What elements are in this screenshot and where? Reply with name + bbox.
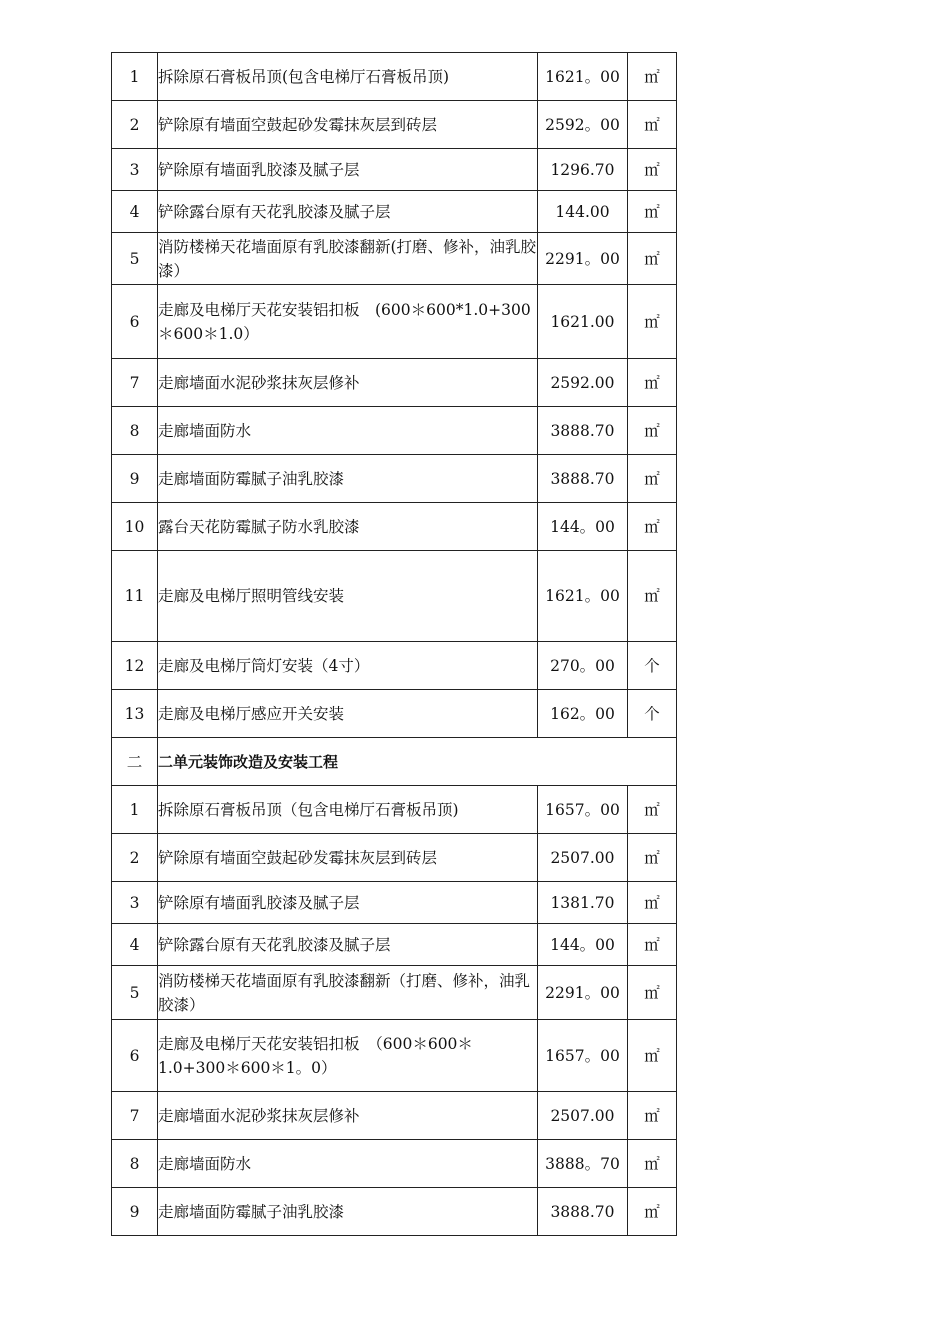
item-number: 9 [112,1188,158,1236]
item-unit: ㎡ [628,407,677,455]
item-unit: ㎡ [628,834,677,882]
item-quantity: 162。00 [538,690,628,738]
item-unit: ㎡ [628,1188,677,1236]
item-description: 铲除露台原有天花乳胶漆及腻子层 [158,191,538,233]
table-row [112,642,677,690]
table-row [112,285,677,359]
item-description: 走廊及电梯厅筒灯安装（4寸） [158,642,538,690]
item-description: 走廊及电梯厅照明管线安装 [158,551,538,642]
item-unit: ㎡ [628,101,677,149]
item-description: 露台天花防霉腻子防水乳胶漆 [158,503,538,551]
item-number: 5 [112,966,158,1020]
item-number: 1 [112,786,158,834]
item-description: 铲除原有墙面乳胶漆及腻子层 [158,882,538,924]
item-quantity: 1621。00 [538,53,628,101]
item-description: 走廊墙面防霉腻子油乳胶漆 [158,1188,538,1236]
table-row [112,966,677,1020]
item-number: 7 [112,359,158,407]
item-number: 6 [112,1020,158,1092]
item-description: 拆除原石膏板吊顶（包含电梯厅石膏板吊顶) [158,786,538,834]
item-unit: ㎡ [628,966,677,1020]
item-quantity: 144.00 [538,191,628,233]
table-row [112,455,677,503]
table-row [112,786,677,834]
table-row [112,834,677,882]
item-unit: ㎡ [628,924,677,966]
item-number: 1 [112,53,158,101]
item-number: 4 [112,191,158,233]
table-row [112,1092,677,1140]
item-unit: ㎡ [628,882,677,924]
item-description: 走廊墙面防水 [158,407,538,455]
item-number: 5 [112,233,158,285]
table-row [112,101,677,149]
item-unit: 个 [628,690,677,738]
item-unit: ㎡ [628,149,677,191]
table-row [112,1020,677,1092]
item-unit: ㎡ [628,551,677,642]
item-description: 走廊墙面水泥砂浆抹灰层修补 [158,359,538,407]
item-number: 7 [112,1092,158,1140]
table-row [112,53,677,101]
item-quantity: 2291。00 [538,233,628,285]
item-number: 8 [112,1140,158,1188]
item-unit: ㎡ [628,359,677,407]
item-number: 6 [112,285,158,359]
item-quantity: 3888。70 [538,1140,628,1188]
table-row [112,407,677,455]
section-number: 二 [112,738,158,786]
item-description: 消防楼梯天花墙面原有乳胶漆翻新（打磨、修补，油乳胶漆） [158,966,538,1020]
item-quantity: 1657。00 [538,1020,628,1092]
item-number: 8 [112,407,158,455]
item-unit: ㎡ [628,1020,677,1092]
item-description: 铲除原有墙面空鼓起砂发霉抹灰层到砖层 [158,101,538,149]
item-number: 9 [112,455,158,503]
item-quantity: 3888.70 [538,407,628,455]
item-description: 走廊及电梯厅感应开关安装 [158,690,538,738]
table-row [112,191,677,233]
item-unit: ㎡ [628,455,677,503]
item-quantity: 1621。00 [538,551,628,642]
item-number: 11 [112,551,158,642]
item-quantity: 3888.70 [538,1188,628,1236]
table-row [112,1188,677,1236]
item-number: 4 [112,924,158,966]
item-unit: ㎡ [628,285,677,359]
item-number: 2 [112,834,158,882]
table-row [112,882,677,924]
item-description: 铲除原有墙面乳胶漆及腻子层 [158,149,538,191]
item-number: 10 [112,503,158,551]
item-unit: ㎡ [628,503,677,551]
table-row [112,233,677,285]
item-description: 走廊墙面水泥砂浆抹灰层修补 [158,1092,538,1140]
item-description: 拆除原石膏板吊顶(包含电梯厅石膏板吊顶) [158,53,538,101]
item-description: 走廊及电梯厅天花安装铝扣板 (600＊600*1.0+300＊600＊1.0） [158,285,538,359]
item-description: 走廊及电梯厅天花安装铝扣板 （600＊600＊1.0+300＊600＊1。0） [158,1020,538,1092]
item-unit: ㎡ [628,191,677,233]
item-quantity: 3888.70 [538,455,628,503]
table-row [112,924,677,966]
section-header-row [112,738,677,786]
item-quantity: 2592.00 [538,359,628,407]
item-quantity: 270。00 [538,642,628,690]
item-unit: ㎡ [628,53,677,101]
item-quantity: 1296.70 [538,149,628,191]
item-quantity: 2592。00 [538,101,628,149]
item-description: 走廊墙面防水 [158,1140,538,1188]
item-quantity: 2507.00 [538,834,628,882]
item-unit: ㎡ [628,233,677,285]
item-description: 消防楼梯天花墙面原有乳胶漆翻新(打磨、修补，油乳胶漆） [158,233,538,285]
item-number: 2 [112,101,158,149]
bill-of-quantities-table [111,52,677,1236]
item-unit: ㎡ [628,1140,677,1188]
item-quantity: 2507.00 [538,1092,628,1140]
table-row [112,359,677,407]
table-row [112,503,677,551]
item-number: 12 [112,642,158,690]
item-description: 铲除原有墙面空鼓起砂发霉抹灰层到砖层 [158,834,538,882]
item-description: 走廊墙面防霉腻子油乳胶漆 [158,455,538,503]
item-unit: ㎡ [628,786,677,834]
section-title: 二单元装饰改造及安装工程 [158,738,677,786]
item-number: 13 [112,690,158,738]
item-quantity: 144。00 [538,924,628,966]
item-description: 铲除露台原有天花乳胶漆及腻子层 [158,924,538,966]
item-quantity: 2291。00 [538,966,628,1020]
item-number: 3 [112,882,158,924]
table-row [112,690,677,738]
item-quantity: 1657。00 [538,786,628,834]
table-row [112,149,677,191]
item-unit: 个 [628,642,677,690]
item-unit: ㎡ [628,1092,677,1140]
item-quantity: 1621.00 [538,285,628,359]
item-quantity: 144。00 [538,503,628,551]
item-number: 3 [112,149,158,191]
table-row [112,1140,677,1188]
table-row [112,551,677,642]
item-quantity: 1381.70 [538,882,628,924]
